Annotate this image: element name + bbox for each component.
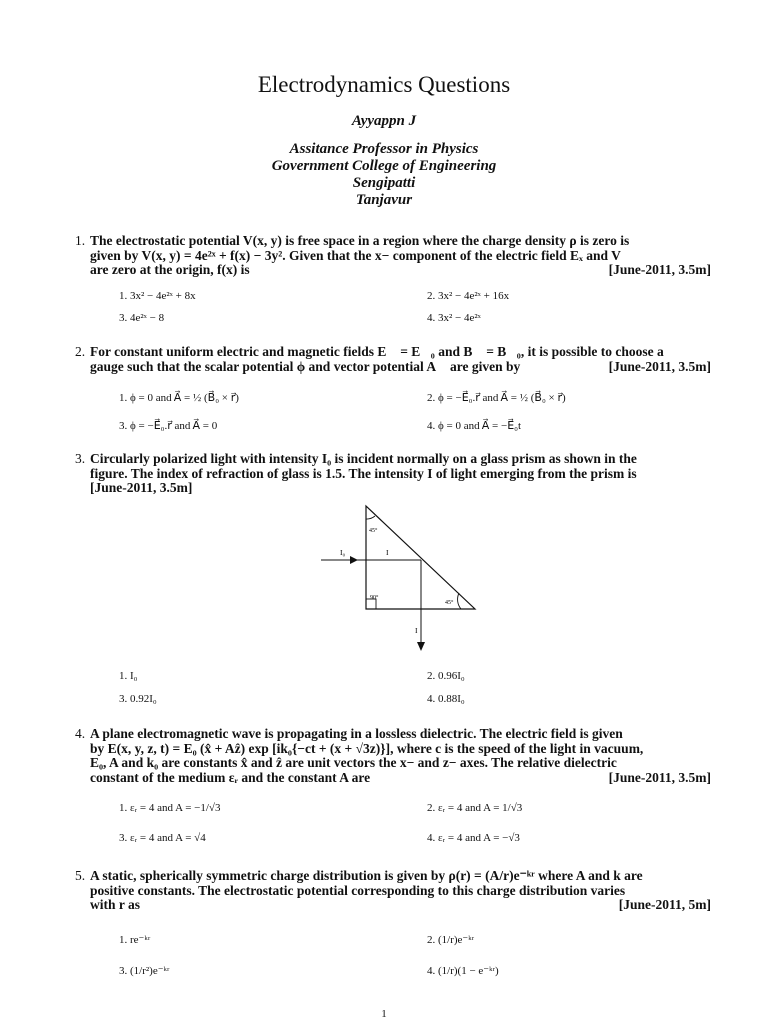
question-line: The electrostatic potential V(x, y) is free space in a region where the charge density ρ is zero is xyxy=(90,233,630,248)
question-reference: [June-2011, 5m] xyxy=(618,897,711,912)
option: 3. 0.92I₀ xyxy=(119,693,157,705)
option: 1. ϕ = 0 and A⃗ = ½ (B⃗₀ × r⃗) xyxy=(119,392,239,404)
question-reference: [June-2011, 3.5m] xyxy=(608,769,711,785)
top-angle-arc xyxy=(366,516,375,519)
question-line: For constant uniform electric and magnetic fields E⃗ = E⃗₀ and B⃗ = B⃗₀, it is possible to choose a xyxy=(90,344,664,359)
option: 1. I₀ xyxy=(119,670,138,682)
option: 1. re⁻ᵏʳ xyxy=(119,934,151,946)
option: 3. ϕ = −E⃗₀.r⃗ and A⃗ = 0 xyxy=(119,420,218,432)
affiliation-line: Tanjavur xyxy=(355,192,413,208)
prism-figure xyxy=(318,500,488,660)
affiliation-line: Sengipatti xyxy=(352,175,416,191)
incident-label: I₀ xyxy=(340,548,346,557)
option: 4. 3x² − 4e²ˣ xyxy=(427,312,481,324)
question-number: 4. xyxy=(75,726,86,741)
inner-intensity-label: I xyxy=(386,548,389,557)
question-line: positive constants. The electrostatic potential corresponding to this charge distribution varies xyxy=(90,882,626,898)
question-2 xyxy=(75,345,711,374)
question-number: 5. xyxy=(75,868,86,883)
question-reference: [June-2011, 3.5m] xyxy=(608,262,711,277)
option: 4. 0.88I₀ xyxy=(427,693,465,705)
option: 3. (1/r²)e⁻ᵏʳ xyxy=(119,965,170,977)
author-name: Ayyappn J xyxy=(351,113,417,129)
top-angle-label: 45° xyxy=(369,528,378,534)
incident-arrowhead xyxy=(350,556,358,564)
page-number: 1 xyxy=(381,1008,387,1020)
option: 2. 3x² − 4e²ˣ + 16x xyxy=(427,290,510,302)
option: 1. εᵣ = 4 and A = −1/√3 xyxy=(119,802,221,814)
question-number: 2. xyxy=(75,344,86,359)
exit-label: I xyxy=(415,626,418,635)
question-reference: [June-2011, 3.5m] xyxy=(90,480,193,495)
question-number: 1. xyxy=(75,233,86,248)
question-line: Circularly polarized light with intensity I₀ is incident normally on a glass prism as shown in the xyxy=(90,451,637,466)
option: 2. 0.96I₀ xyxy=(427,670,465,682)
right-angle-label: 90° xyxy=(370,595,379,601)
question-line: constant of the medium εᵣ and the constant A are xyxy=(90,769,371,785)
question-line: with r as xyxy=(90,897,141,912)
author-affiliation xyxy=(0,141,768,209)
question-line: A static, spherically symmetric charge distribution is given by ρ(r) = (A/r)e⁻ᵏʳ where A and k are xyxy=(90,868,643,883)
question-5 xyxy=(75,869,711,913)
affiliation-line: Government College of Engineering xyxy=(271,158,497,174)
question-line: gauge such that the scalar potential ϕ and vector potential A⃗ are given by xyxy=(90,358,521,374)
question-line: are zero at the origin, f(x) is xyxy=(90,262,250,277)
option: 1. 3x² − 4e²ˣ + 8x xyxy=(119,290,196,302)
option: 2. εᵣ = 4 and A = 1/√3 xyxy=(427,802,523,814)
option: 2. (1/r)e⁻ᵏʳ xyxy=(427,934,475,946)
option: 3. εᵣ = 4 and A = √4 xyxy=(119,832,206,844)
option: 4. (1/r)(1 − e⁻ᵏʳ) xyxy=(427,965,499,977)
question-3 xyxy=(75,452,711,496)
bottom-angle-label: 45° xyxy=(445,600,454,606)
question-line: E₀, A and k₀ are constants x̂ and ẑ are unit vectors the x− and z− axes. The relative dielectric xyxy=(90,755,617,770)
question-1 xyxy=(75,234,711,278)
option: 3. 4e²ˣ − 8 xyxy=(119,312,165,324)
question-line: given by V(x, y) = 4e²ˣ + f(x) − 3y². Given that the x− component of the electric field Eₓ and V xyxy=(90,247,621,263)
question-line: figure. The index of refraction of glass is 1.5. The intensity I of light emerging from the prism is xyxy=(90,465,637,481)
option: 4. ϕ = 0 and A⃗ = −E⃗₀t xyxy=(427,420,522,432)
option: 2. ϕ = −E⃗₀.r⃗ and A⃗ = ½ (B⃗₀ × r⃗) xyxy=(427,392,566,404)
question-number: 3. xyxy=(75,451,86,466)
exit-arrowhead xyxy=(417,642,425,651)
document-title: Electrodynamics Questions xyxy=(257,72,511,97)
question-line: A plane electromagnetic wave is propagating in a lossless dielectric. The electric field is given xyxy=(90,726,623,741)
question-4 xyxy=(75,727,711,785)
question-reference: [June-2011, 3.5m] xyxy=(608,358,711,374)
question-line: by E(x, y, z, t) = E₀ (x̂ + Aẑ) exp [ik₀{−ct + (x + √3z)}], where c is the speed of the light in vacuum, xyxy=(90,740,644,756)
affiliation-line: Assitance Professor in Physics xyxy=(289,141,479,157)
option: 4. εᵣ = 4 and A = −√3 xyxy=(427,832,520,844)
